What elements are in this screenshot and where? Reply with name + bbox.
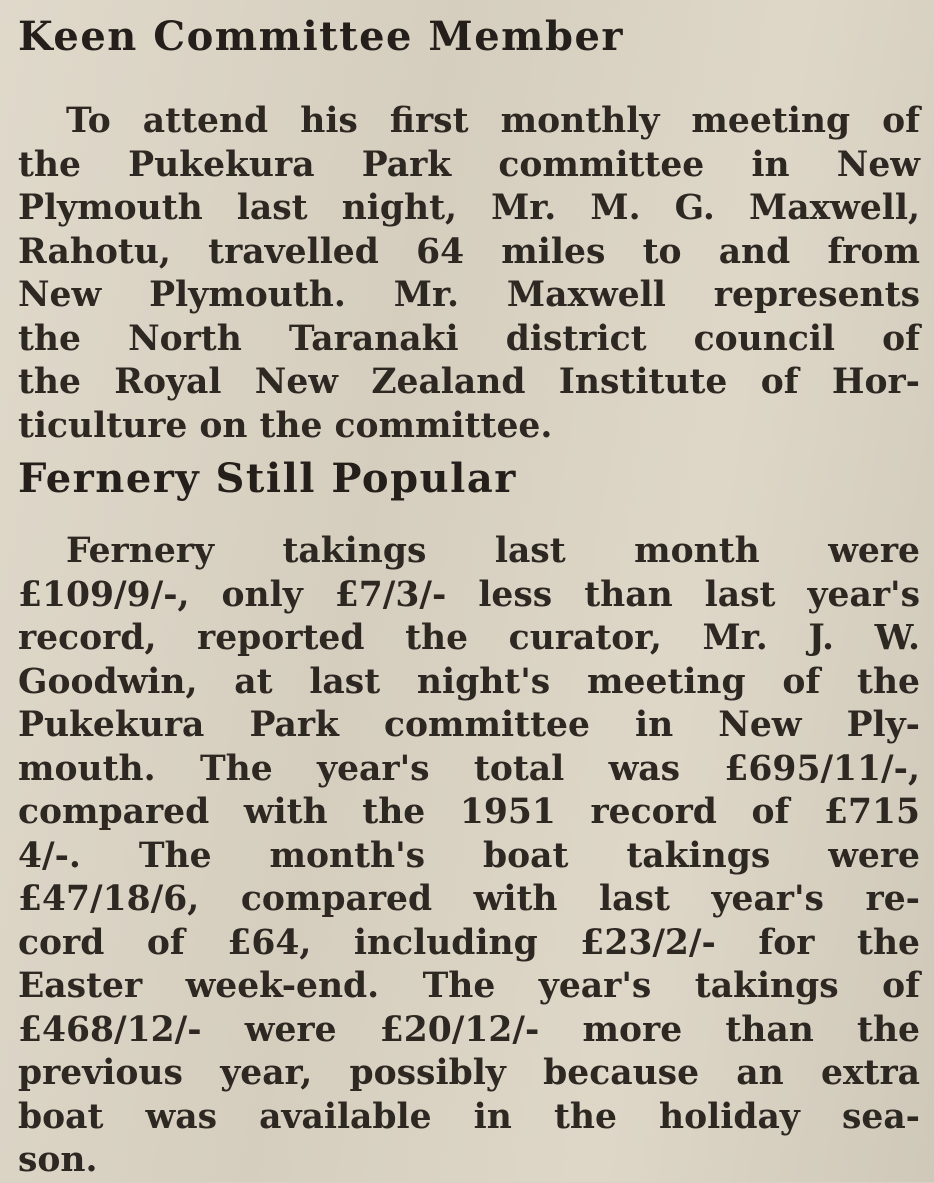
article-2-line: cord of £64, including £23/2/- for the (18, 922, 920, 963)
article-2-line: previous year, possibly because an extra (18, 1053, 920, 1093)
article-2-line: 4/-. The month's boat takings were (18, 835, 920, 876)
article-2-line: compared with the 1951 record of £715 (18, 792, 920, 832)
article-1-line: To attend his first monthly meeting of (66, 101, 920, 141)
article-2-line: £109/9/-, only £7/3/- less than last year's (18, 574, 920, 615)
article-1-headline: Keen Committee Member (18, 13, 624, 60)
article-2-line: £468/12/- were £20/12/- more than the (18, 1009, 920, 1050)
article-2-line: boat was available in the holiday sea- (18, 1096, 920, 1137)
article-1-line: New Plymouth. Mr. Maxwell represents (18, 275, 920, 315)
article-2-line: record, reported the curator, Mr. J. W. (18, 618, 920, 658)
article-1-body (18, 60, 920, 448)
article-2-line: mouth. The year's total was £695/11/-, (18, 748, 920, 789)
article-2-body (18, 502, 920, 1183)
article-2-line: Fernery takings last month were (66, 531, 920, 571)
article-2-headline: Fernery Still Popular (18, 455, 517, 502)
article-1-line: the Pukekura Park committee in New (18, 144, 920, 185)
article-2-line: son. (18, 1140, 98, 1180)
article-1-line: ticulture on the committee. (18, 405, 553, 446)
article-1-line: the North Taranaki district council of (18, 318, 920, 359)
article-2-line: Pukekura Park committee in New Ply- (18, 705, 920, 745)
article-1-line: Plymouth last night, Mr. M. G. Maxwell, (18, 188, 920, 228)
article-2-line: Easter week-end. The year's takings of (18, 966, 920, 1006)
article-1-line: the Royal New Zealand Institute of Hor- (18, 362, 920, 402)
article-1-line: Rahotu, travelled 64 miles to and from (18, 231, 920, 272)
article-2-line: Goodwin, at last night's meeting of the (18, 661, 920, 702)
article-2-line: £47/18/6, compared with last year's re- (18, 879, 920, 919)
